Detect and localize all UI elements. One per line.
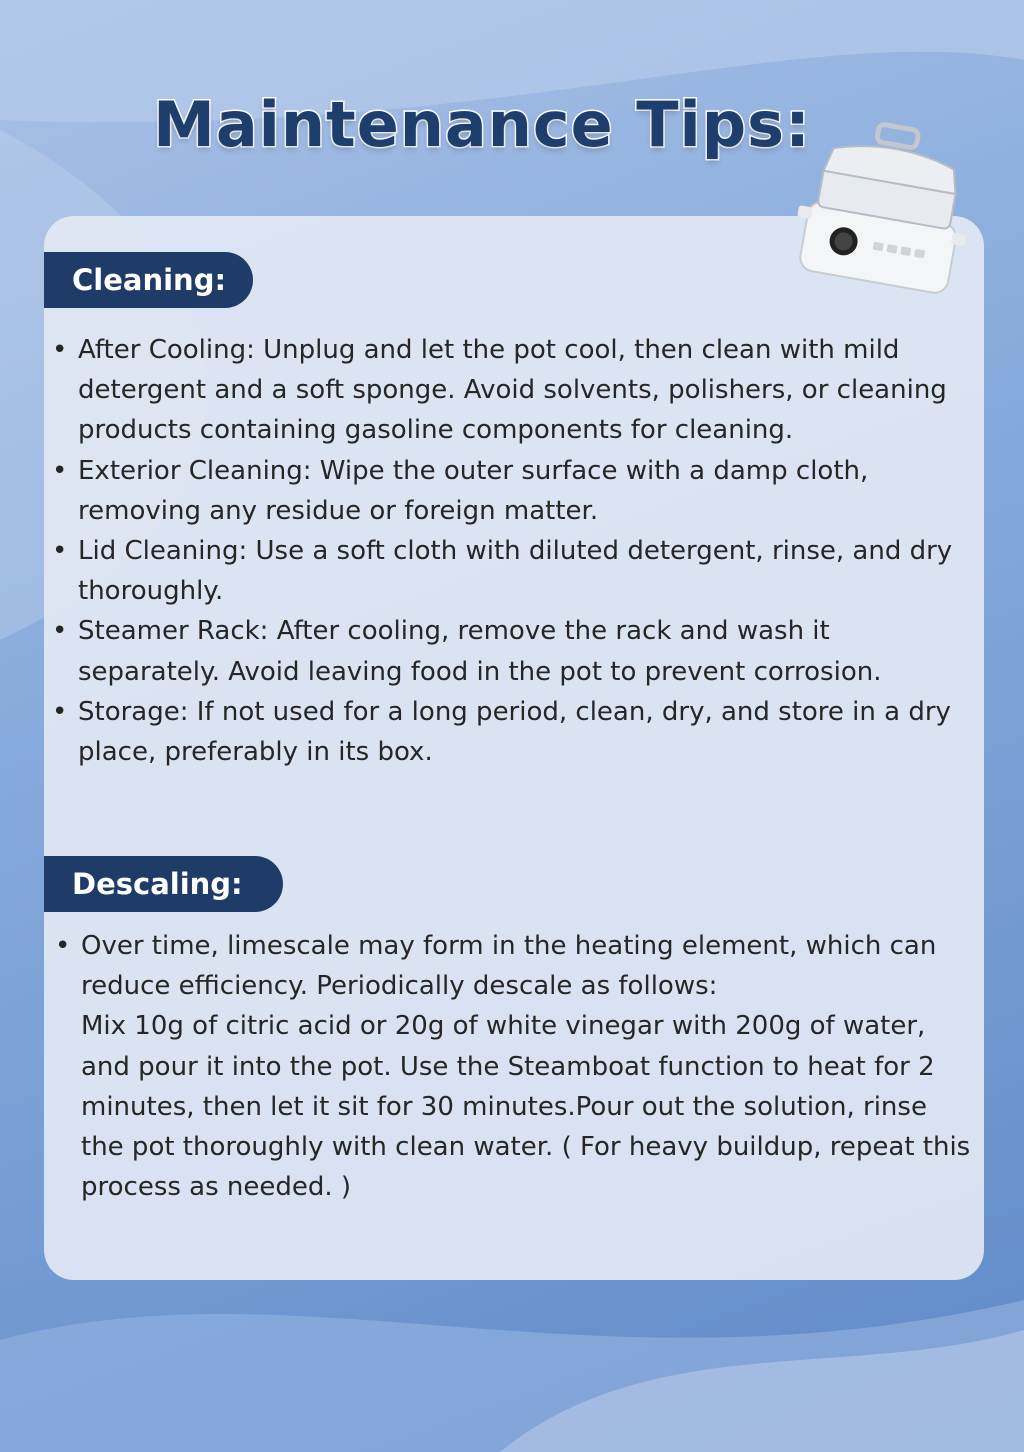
page-title: Maintenance Tips:	[153, 88, 811, 161]
descaling-heading: Descaling:	[44, 856, 283, 912]
list-item	[52, 531, 972, 611]
cleaning-list	[52, 330, 972, 772]
bullet-icon: •	[52, 616, 68, 647]
cleaning-heading: Cleaning:	[44, 252, 253, 308]
bullet-icon: •	[55, 931, 71, 961]
list-item-text: Exterior Cleaning: Wipe the outer surface with a damp cloth, removing any residue or foreign matter.	[78, 455, 869, 526]
list-item	[55, 926, 975, 1207]
bullet-icon: •	[52, 455, 68, 486]
list-item-text: Lid Cleaning: Use a soft cloth with diluted detergent, rinse, and dry thoroughly.	[78, 536, 953, 607]
bullet-icon: •	[52, 335, 68, 365]
list-item	[52, 692, 972, 772]
bullet-icon: •	[52, 536, 68, 567]
list-item	[52, 330, 972, 451]
list-item-text: After Cooling: Unplug and let the pot cool, then clean with mild detergent and a soft sponge. Avoid solvents, polishers, or cleaning products containing gasoline components for cleaning.	[78, 335, 947, 446]
list-item	[52, 451, 972, 531]
list-item-text: Storage: If not used for a long period, clean, dry, and store in a dry place, preferably in its box.	[78, 696, 951, 768]
descaling-list	[55, 926, 975, 1207]
steamboat-pot-illustration	[790, 118, 980, 298]
list-item	[52, 611, 972, 691]
descaling-steps: Mix 10g of citric acid or 20g of white vinegar with 200g of water, and pour it into the pot. Use the Steamboat function to heat for 2 minutes, then let it sit for 30 minutes.Pour out the solution, rinse the pot thoroughly with clean water. ( For heavy buildup, repeat this process as needed. )	[81, 1011, 971, 1203]
bullet-icon: •	[52, 696, 68, 727]
list-item-text: Steamer Rack: After cooling, remove the rack and wash it separately. Avoid leaving food in the pot to prevent corrosion.	[78, 616, 882, 687]
descaling-intro: Over time, limescale may form in the heating element, which can reduce efficiency. Periodically descale as follows:	[81, 931, 937, 1002]
